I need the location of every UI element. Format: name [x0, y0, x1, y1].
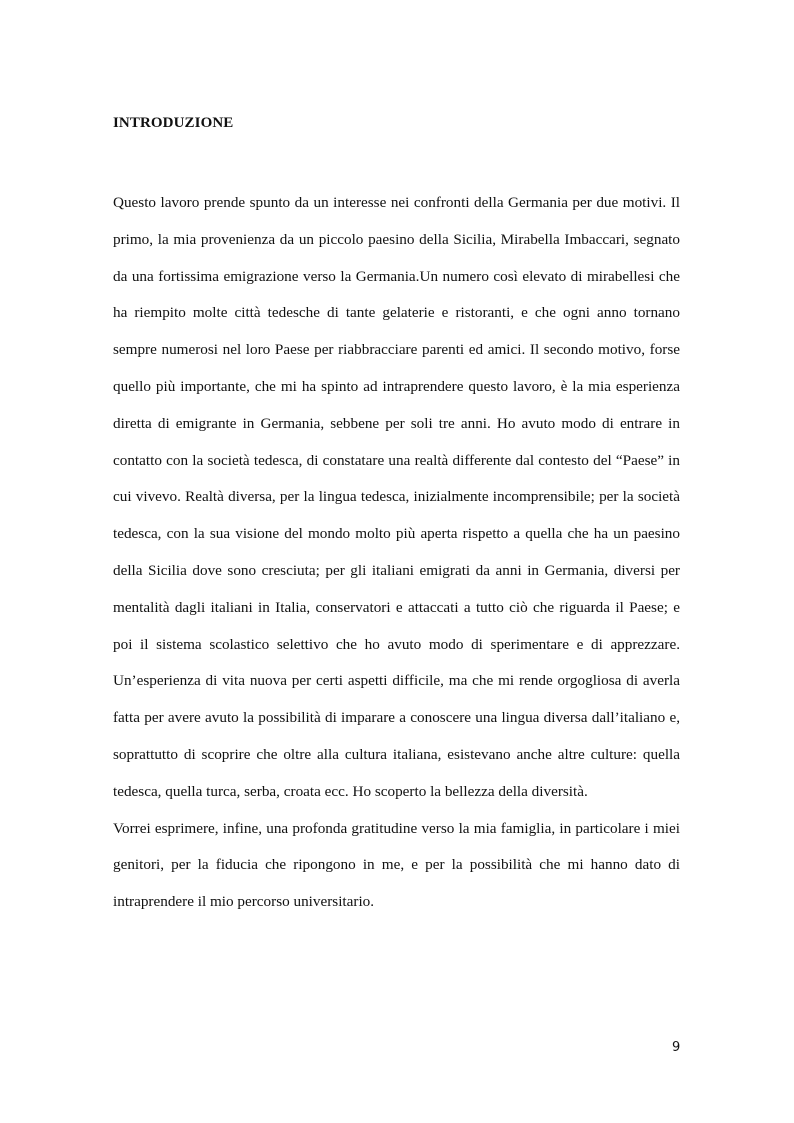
page-heading: INTRODUZIONE: [113, 115, 234, 131]
paragraph-1: Questo lavoro prende spunto da un interesse nei confronti della Germania per due motivi. Il primo, la mia provenienza da un piccolo paesino della Sicilia, Mirabella Imbaccari, segnato da una fortissima emigrazione verso la Germania.Un numero così elevato di mirabellesi che ha riempito molte città tedesche di tante gelaterie e ristoranti, e che ogni anno tornano sempre numerosi nel loro Paese per riabbracciare parenti ed amici. Il secondo motivo, forse quello più importante, che mi ha spinto ad intraprendere questo lavoro, è la mia esperienza diretta di emigrante in Germania, sebbene per soli tre anni. Ho avuto modo di entrare in contatto con la società tedesca, di constatare una realtà differente dal contesto del “Paese” in cui vivevo. Realtà diversa, per la lingua tedesca, inizialmente incomprensibile; per la società tedesca, con la sua visione del mondo molto più aperta rispetto a quella che ha un paesino della Sicilia dove sono cresciuta; per gli italiani emigrati da anni in Germania, diversi per mentalità dagli italiani in Italia, conservatori e attaccati a tutto ciò che riguarda il Paese; e poi il sistema scolastico selettivo che ho avuto modo di sperimentare e di apprezzare. Un’esperienza di vita nuova per certi aspetti difficile, ma che mi rende orgogliosa di averla fatta per avere avuto la possibilità di imparare a conoscere una lingua diversa dall’italiano e, soprattutto di scoprire che oltre alla cultura italiana, esistevano anche altre culture: quella tedesca, quella turca, serba, croata ecc. Ho scoperto la bellezza della diversità.: [113, 194, 680, 800]
body-text: [113, 185, 680, 921]
paragraph-2: Vorrei esprimere, infine, una profonda gratitudine verso la mia famiglia, in particolare i miei genitori, per la fiducia che ripongono in me, e per la possibilità che mi hanno dato di intraprendere il mio percorso universitario.: [113, 819, 680, 911]
page-number: 9: [672, 1040, 681, 1055]
